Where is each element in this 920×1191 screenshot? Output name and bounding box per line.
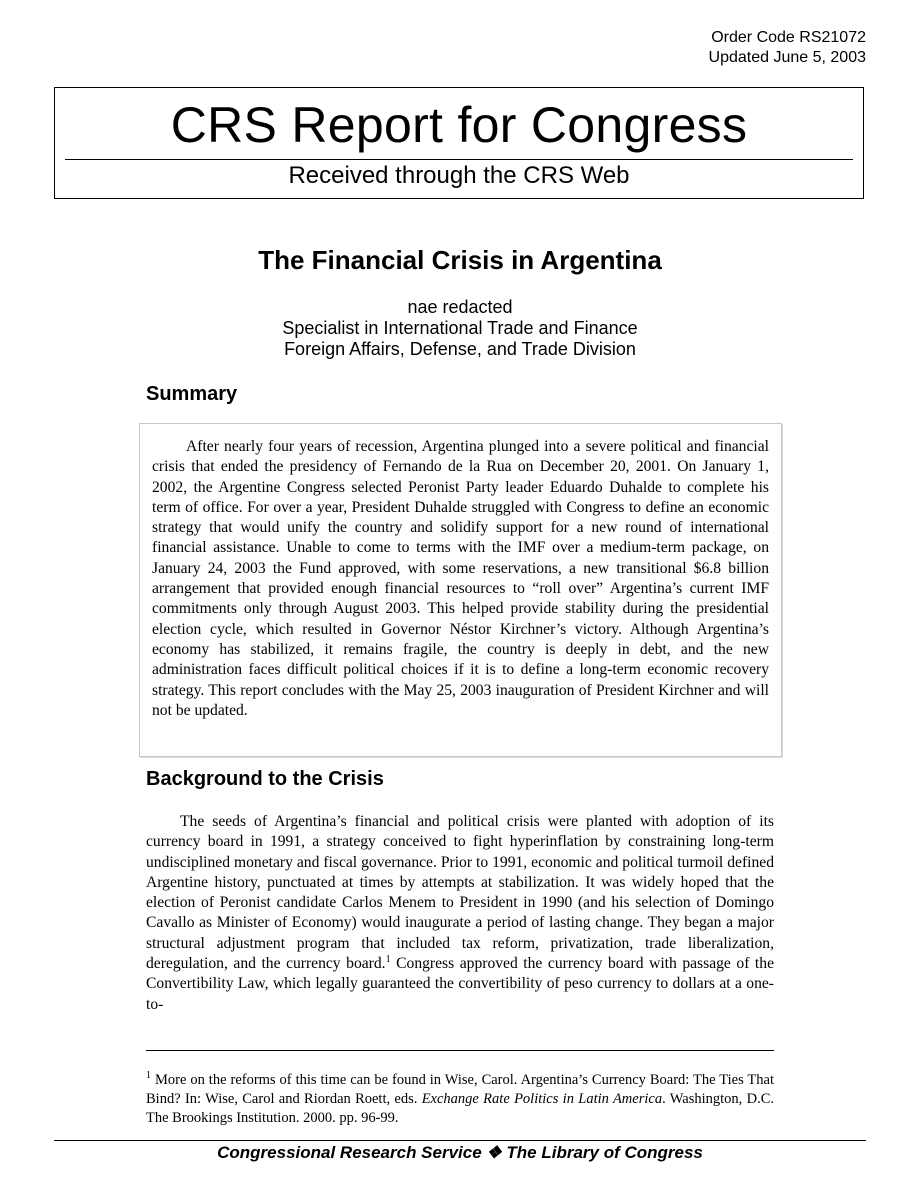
summary-heading: Summary xyxy=(146,383,238,405)
footnote-book-title: Exchange Rate Politics in Latin America xyxy=(421,1091,663,1107)
document-title: The Financial Crisis in Argentina xyxy=(258,245,662,275)
footnote-reference[interactable]: 1 xyxy=(385,953,391,965)
order-code: Order Code RS21072 xyxy=(711,29,866,46)
footer-separator-icon: ❖ xyxy=(486,1143,502,1162)
author-block xyxy=(0,297,920,360)
summary-box xyxy=(139,423,782,757)
banner-subtitle: Received through the CRS Web xyxy=(288,162,630,189)
footer-crs: Congressional Research Service xyxy=(217,1143,482,1162)
order-code-block xyxy=(709,28,866,68)
background-text-part2: Congress approved the currency board with passage of the Convertibility Law, which legally guaranteed the convertibility of peso currency to dollars at a one-to- xyxy=(146,955,774,1013)
author-division: Foreign Affairs, Defense, and Trade Division xyxy=(284,339,636,359)
footnote-divider xyxy=(146,1050,774,1051)
banner-title: CRS Report for Congress xyxy=(170,97,748,153)
banner-divider xyxy=(65,159,853,160)
summary-text: After nearly four years of recession, Argentina plunged into a severe political and financial crisis that ended the presidency of Fernando de la Rua on December 20, 2001. On January 1, 2002, the Argentine Congress selected Peronist Party leader Eduardo Duhalde to complete his term of office. For over a year, President Duhalde struggled with Congress to define an economic strategy that would unify the country and solidify support for a new round of international financial assistance. Unable to come to terms with the IMF over a medium-term package, on January 24, 2003 the Fund approved, with some reservations, a new transitional $6.8 billion arrangement that provided enough financial resources to “roll over” Argentina’s current IMF commitments only through August 2003. This helped provide stability during the presidential election cycle, which resulted in Governor Néstor Kirchner’s victory. Although Argentina’s economy has stabilized, it remains fragile, the country is deeply in debt, and the new administration faces difficult political choices if it is to define a long-term economic recovery strategy. This report concludes with the May 25, 2003 inauguration of President Kirchner and will not be updated. xyxy=(152,438,769,719)
author-position: Specialist in International Trade and Finance xyxy=(282,318,638,338)
footer-divider xyxy=(54,1140,866,1141)
updated-date: Updated June 5, 2003 xyxy=(708,49,866,66)
page-footer xyxy=(0,1142,920,1164)
footnote-text: More on the reforms of this time can be found in Wise, Carol. Argentina’s Currency Board: The Ties That Bind? In: Wise, Carol and Riordan Roett, eds. xyxy=(146,1072,774,1107)
footnote-marker: 1 xyxy=(146,1070,151,1082)
footnote-text-end: . Washington, D.C. The Brookings Institution. 2000. pp. 96-99. xyxy=(146,1091,774,1126)
background-heading: Background to the Crisis xyxy=(146,768,384,790)
author-name: nae redacted xyxy=(407,297,513,317)
footer-library: The Library of Congress xyxy=(506,1143,703,1162)
background-paragraph xyxy=(146,812,774,1015)
background-text-part1: The seeds of Argentina’s financial and political crisis were planted with adoption of its currency board in 1991, a strategy conceived to fight hyperinflation by constraining long-term undisciplined monetary and fiscal governance. Prior to 1991, economic and political turmoil defined Argentine history, punctuated at times by attempts at stabilization. It was widely hoped that the election of Peronist candidate Carlos Menem to President in 1990 (and his selection of Domingo Cavallo as Minister of Economy) would inaugurate a period of lasting change. They began a major structural adjustment program that included tax reform, privatization, trade liberalization, deregulation, and the currency board. xyxy=(146,813,774,973)
report-banner xyxy=(54,87,864,199)
footnote xyxy=(146,1071,774,1128)
background-section xyxy=(146,812,774,1015)
